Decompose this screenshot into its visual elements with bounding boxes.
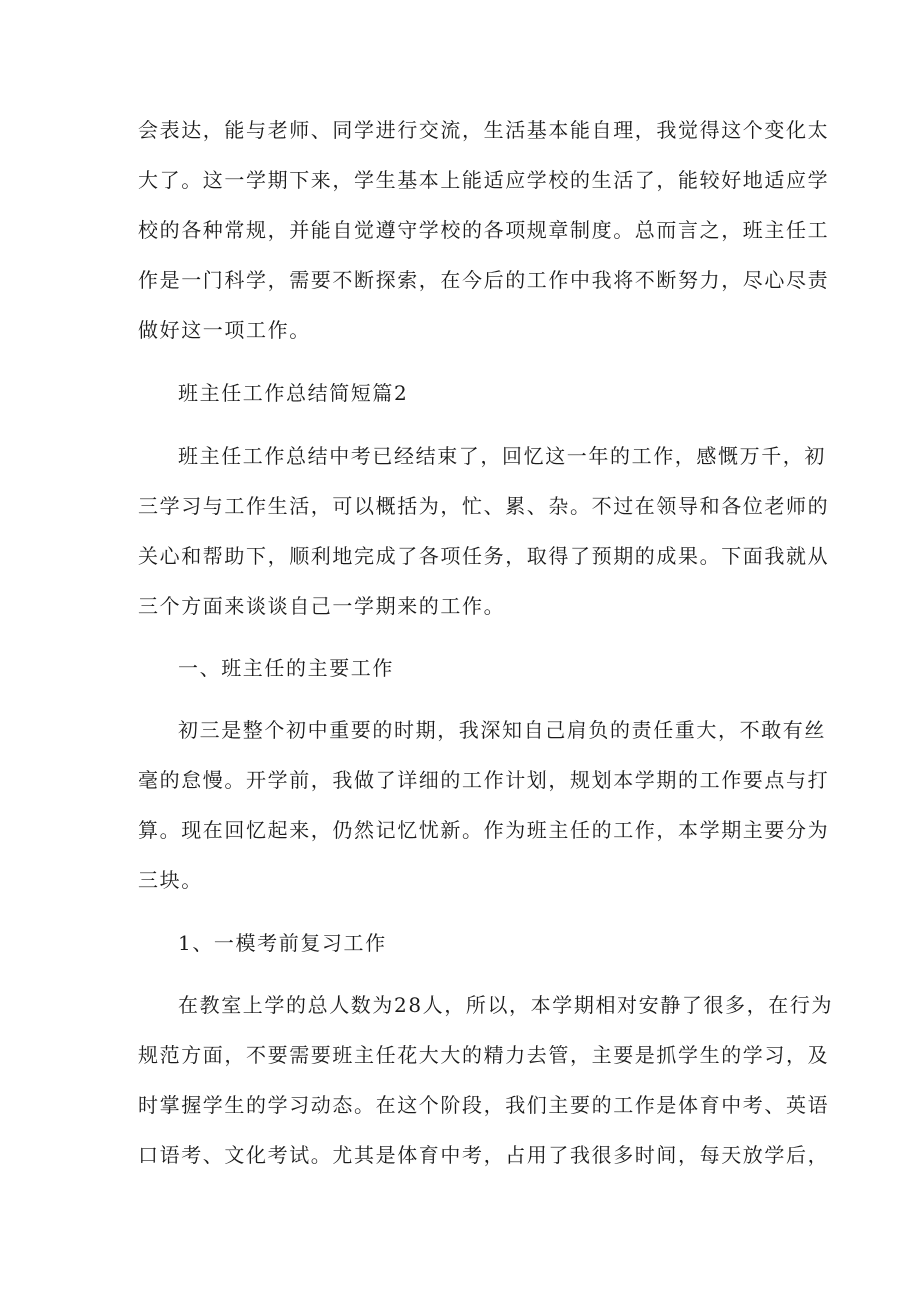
section-heading: 班主任工作总结简短篇2	[178, 381, 409, 405]
paragraph-line: 规范方面，不要需要班主任花大大的精力去管，主要是抓学生的学习，及	[138, 1043, 830, 1067]
paragraph-line: 关心和帮助下，顺利地完成了各项任务，取得了预期的成果。下面我就从	[138, 544, 830, 568]
paragraph-line: 毫的怠慢。开学前，我做了详细的工作计划，规划本学期的工作要点与打	[138, 768, 830, 792]
section-heading: 一、班主任的主要工作	[178, 656, 394, 680]
paragraph-line: 口语考、文化考试。尤其是体育中考，占用了我很多时间，每天放学后，	[138, 1143, 830, 1167]
section-heading: 1、一模考前复习工作	[178, 931, 387, 955]
paragraph-line: 会表达，能与老师、同学进行交流，生活基本能自理，我觉得这个变化太	[138, 118, 830, 142]
paragraph-line: 三块。	[138, 868, 203, 892]
paragraph-line: 在教室上学的总人数为28人，所以，本学期相对安静了很多，在行为	[178, 993, 834, 1017]
paragraph-line: 作是一门科学，需要不断探索，在今后的工作中我将不断努力，尽心尽责	[138, 268, 830, 292]
paragraph-line: 时掌握学生的学习动态。在这个阶段，我们主要的工作是体育中考、英语	[138, 1093, 830, 1117]
paragraph-line: 班主任工作总结中考已经结束了，回忆这一年的工作，感慨万千，初	[178, 444, 826, 468]
paragraph-line: 三学习与工作生活，可以概括为，忙、累、杂。不过在领导和各位老师的	[138, 494, 830, 518]
paragraph-line: 校的各种常规，并能自觉遵守学校的各项规章制度。总而言之，班主任工	[138, 218, 830, 242]
paragraph-line: 大了。这一学期下来，学生基本上能适应学校的生活了，能较好地适应学	[138, 168, 830, 192]
paragraph-line: 初三是整个初中重要的时期，我深知自己肩负的责任重大，不敢有丝	[178, 718, 826, 742]
paragraph-line: 做好这一项工作。	[138, 318, 311, 342]
paragraph-line: 三个方面来谈谈自己一学期来的工作。	[138, 594, 506, 618]
paragraph-line: 算。现在回忆起来，仍然记忆忧新。作为班主任的工作，本学期主要分为	[138, 818, 830, 842]
